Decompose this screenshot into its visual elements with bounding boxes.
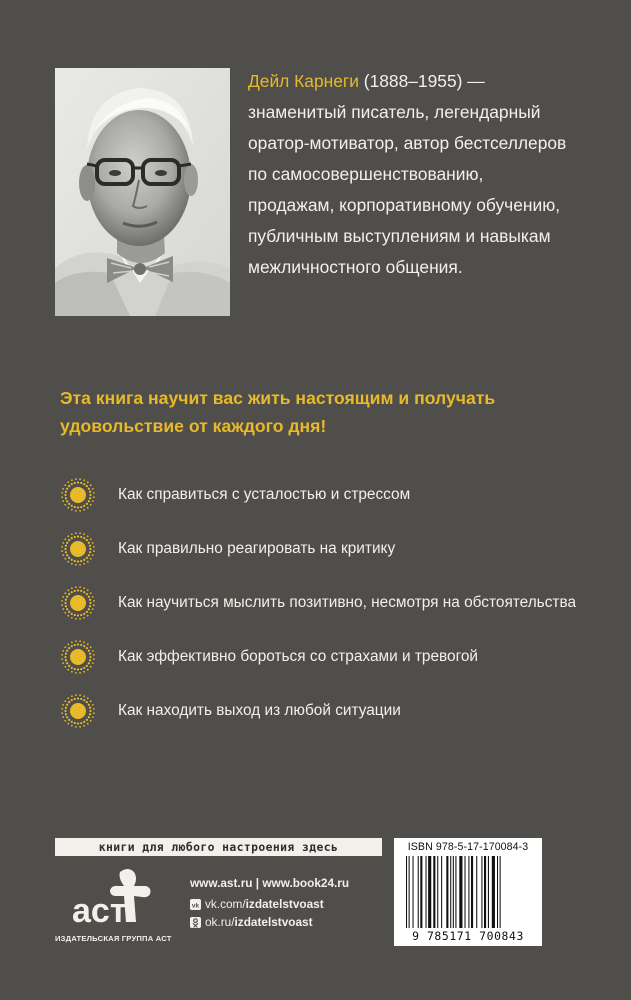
bio-first-line xyxy=(248,66,618,97)
sun-icon xyxy=(60,639,96,675)
list-item xyxy=(60,576,620,630)
logo-text: аст xyxy=(72,892,127,928)
bio-line: продажам, корпоративному обучению, xyxy=(248,195,561,215)
barcode xyxy=(404,856,534,932)
book-headline xyxy=(60,384,600,440)
vk-prefix: vk.com/ xyxy=(205,897,246,911)
ok-prefix: ok.ru/ xyxy=(205,915,235,929)
list-item xyxy=(60,468,620,522)
author-bio xyxy=(248,66,618,283)
website-links[interactable]: www.ast.ru | www.book24.ru xyxy=(190,876,350,890)
benefits-list xyxy=(60,468,620,738)
sun-icon xyxy=(60,477,96,513)
sun-icon xyxy=(60,693,96,729)
headline-line: Эта книга научит вас жить настоящим и получать xyxy=(60,388,496,408)
list-item-text: Как эффективно бороться со страхами и тревогой xyxy=(118,648,479,665)
vk-handle: izdatelstvoast xyxy=(245,897,324,911)
publisher-group-name: ИЗДАТЕЛЬСКАЯ ГРУППА АСТ xyxy=(55,934,172,943)
tagline-bar: книги для любого настроения здесь xyxy=(55,838,382,856)
sun-icon xyxy=(60,531,96,567)
bio-line: оратор-мотиватор, автор бестселлеров xyxy=(248,133,567,153)
bio-line: знаменитый писатель, легендарный xyxy=(248,102,541,122)
vk-icon xyxy=(190,899,201,910)
ok-link[interactable] xyxy=(190,913,390,931)
list-item xyxy=(60,522,620,576)
bio-line: (1888–1955) — xyxy=(358,71,485,91)
ok-icon xyxy=(190,917,201,928)
isbn-barcode-box xyxy=(394,838,542,946)
barcode-digits: 9 785171 700843 xyxy=(412,929,524,943)
list-item-text: Как правильно реагировать на критику xyxy=(118,540,396,557)
ast-logo xyxy=(68,866,158,928)
publisher-links xyxy=(190,874,390,931)
ok-handle: izdatelstvoast xyxy=(234,915,313,929)
author-photo xyxy=(55,68,230,316)
list-item-text: Как справиться с усталостью и стрессом xyxy=(118,486,411,503)
bio-line: межличностного общения. xyxy=(248,257,463,277)
bio-line: по самосовершенствованию, xyxy=(248,164,484,184)
vk-link[interactable] xyxy=(190,895,390,913)
list-item-text: Как находить выход из любой ситуации xyxy=(118,702,401,719)
svg-text:vk: vk xyxy=(191,901,200,909)
list-item xyxy=(60,684,620,738)
list-item-text: Как научиться мыслить позитивно, несмотря на обстоятельства xyxy=(118,594,577,611)
author-name: Дейл Карнеги xyxy=(248,71,359,91)
bio-line: публичным выступлениям и навыкам xyxy=(248,226,551,246)
isbn-label: ISBN 978-5-17-170084-3 xyxy=(407,841,529,853)
list-item xyxy=(60,630,620,684)
headline-line: удовольствие от каждого дня! xyxy=(60,416,327,436)
sun-icon xyxy=(60,585,96,621)
